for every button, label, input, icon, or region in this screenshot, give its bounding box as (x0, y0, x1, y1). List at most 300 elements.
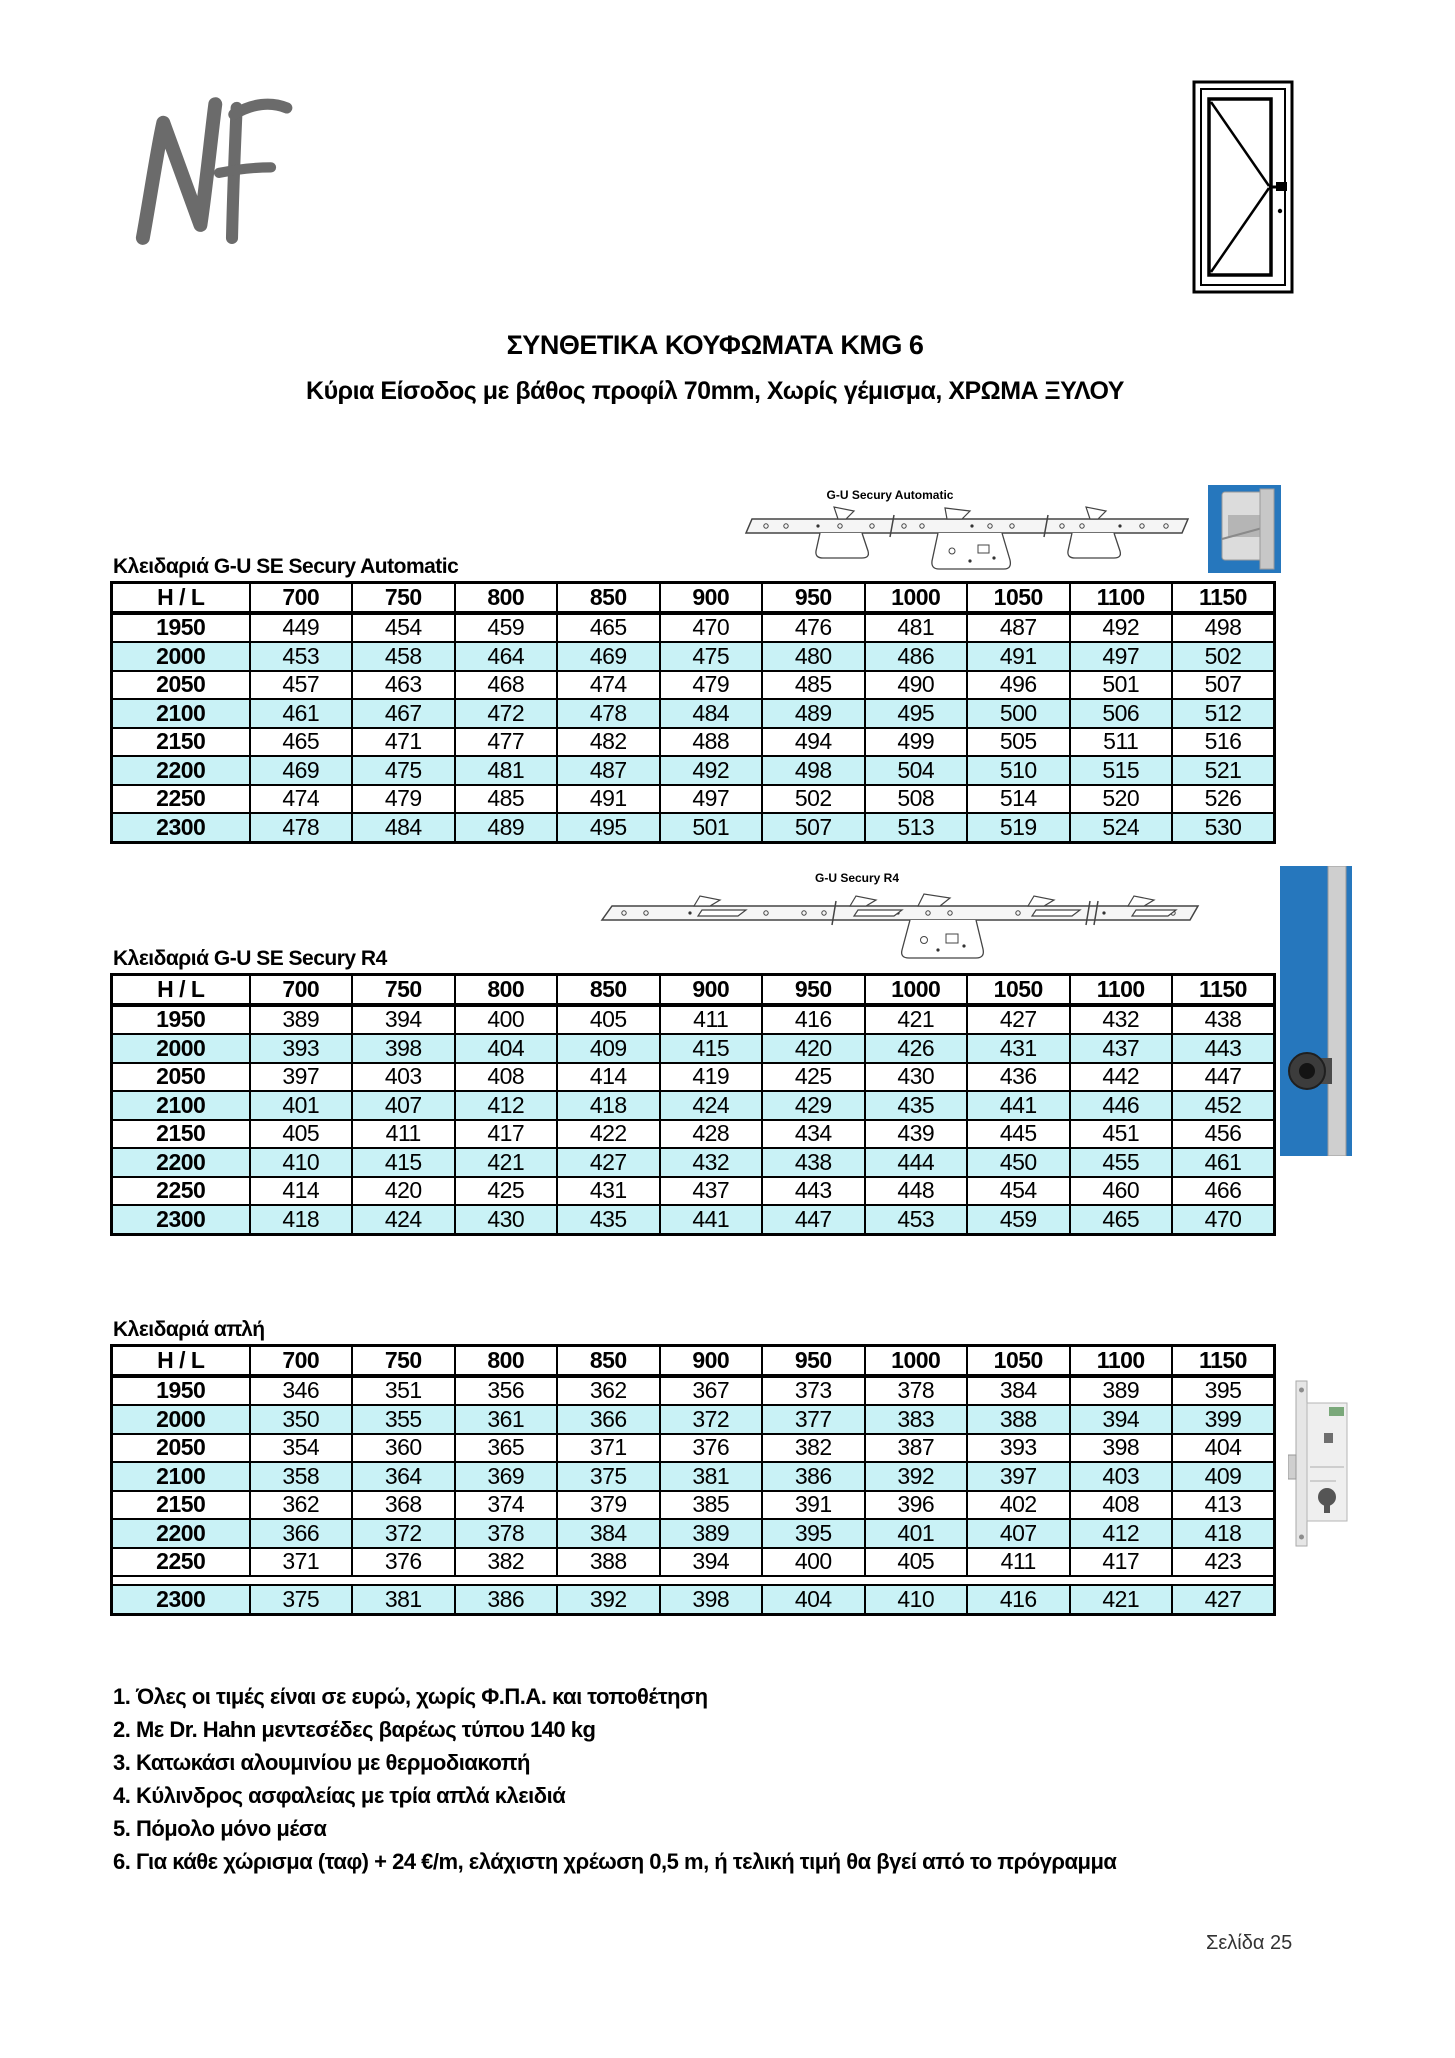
price-cell: 435 (557, 1205, 660, 1234)
width-header: 1150 (1172, 1346, 1275, 1376)
table-row (112, 1434, 1275, 1463)
price-cell: 480 (762, 642, 865, 671)
price-cell: 369 (455, 1462, 558, 1491)
price-cell: 495 (865, 699, 968, 728)
price-cell: 368 (352, 1491, 455, 1520)
price-cell: 470 (660, 613, 763, 643)
price-cell: 444 (865, 1148, 968, 1177)
price-cell: 389 (250, 1005, 353, 1035)
height-label: 2100 (112, 1091, 250, 1120)
height-label: 2150 (112, 728, 250, 757)
price-cell: 385 (660, 1491, 763, 1520)
price-cell: 398 (352, 1034, 455, 1063)
price-cell: 461 (250, 699, 353, 728)
height-label: 2050 (112, 1063, 250, 1092)
price-cell: 521 (1172, 756, 1275, 785)
table-row (112, 1005, 1275, 1035)
price-cell: 520 (1070, 785, 1173, 814)
price-cell: 354 (250, 1434, 353, 1463)
height-label: 2000 (112, 642, 250, 671)
price-cell: 474 (250, 785, 353, 814)
price-cell: 403 (1070, 1462, 1173, 1491)
price-cell: 376 (352, 1548, 455, 1577)
price-cell: 425 (762, 1063, 865, 1092)
price-cell: 374 (455, 1491, 558, 1520)
price-cell: 460 (1070, 1177, 1173, 1206)
price-cell: 498 (1172, 613, 1275, 643)
width-header: 900 (660, 583, 763, 613)
price-cell: 405 (865, 1548, 968, 1577)
price-cell: 392 (557, 1585, 660, 1614)
price-cell: 454 (352, 613, 455, 643)
price-cell: 388 (557, 1548, 660, 1577)
price-cell: 423 (1172, 1548, 1275, 1577)
door-diagram-icon (1192, 80, 1294, 294)
price-cell: 351 (352, 1376, 455, 1406)
hl-corner-header: H / L (112, 583, 250, 613)
price-cell: 500 (967, 699, 1070, 728)
price-cell: 397 (967, 1462, 1070, 1491)
price-table-r4 (110, 973, 1276, 1236)
width-header: 750 (352, 1346, 455, 1376)
width-header: 700 (250, 975, 353, 1005)
price-cell: 511 (1070, 728, 1173, 757)
price-cell: 477 (455, 728, 558, 757)
hl-corner-header: H / L (112, 1346, 250, 1376)
price-cell: 434 (762, 1120, 865, 1149)
price-cell: 459 (455, 613, 558, 643)
price-cell: 386 (455, 1585, 558, 1614)
price-cell: 448 (865, 1177, 968, 1206)
width-header: 1050 (967, 583, 1070, 613)
spacer-cell (112, 1576, 1275, 1585)
price-cell: 479 (352, 785, 455, 814)
price-cell: 443 (1172, 1034, 1275, 1063)
price-cell: 393 (967, 1434, 1070, 1463)
price-cell: 421 (1070, 1585, 1173, 1614)
width-header: 950 (762, 583, 865, 613)
price-cell: 471 (352, 728, 455, 757)
price-cell: 459 (967, 1205, 1070, 1234)
price-cell: 510 (967, 756, 1070, 785)
width-header: 750 (352, 975, 455, 1005)
price-cell: 439 (865, 1120, 968, 1149)
price-cell: 436 (967, 1063, 1070, 1092)
price-cell: 407 (967, 1519, 1070, 1548)
height-label: 2300 (112, 1205, 250, 1234)
price-cell: 372 (352, 1519, 455, 1548)
price-cell: 450 (967, 1148, 1070, 1177)
price-cell: 492 (660, 756, 763, 785)
height-label: 1950 (112, 1005, 250, 1035)
price-cell: 418 (250, 1205, 353, 1234)
price-cell: 501 (1070, 671, 1173, 700)
notes-list (113, 1686, 1393, 1884)
price-cell: 404 (762, 1585, 865, 1614)
price-cell: 382 (762, 1434, 865, 1463)
price-cell: 416 (967, 1585, 1070, 1614)
price-table-r4-wrap (110, 973, 1276, 1236)
price-cell: 467 (352, 699, 455, 728)
price-cell: 442 (1070, 1063, 1173, 1092)
price-cell: 408 (1070, 1491, 1173, 1520)
price-cell: 371 (557, 1434, 660, 1463)
price-cell: 391 (762, 1491, 865, 1520)
price-cell: 474 (557, 671, 660, 700)
table-row (112, 1491, 1275, 1520)
page-title: ΣΥΝΘΕΤΙΚΑ ΚΟΥΦΩΜΑΤΑ KMG 6 (506, 330, 924, 360)
height-label: 2100 (112, 1462, 250, 1491)
note-line: 5. Πόμολο μόνο μέσα (113, 1816, 327, 1841)
height-label: 2250 (112, 1548, 250, 1577)
price-cell: 478 (557, 699, 660, 728)
price-cell: 356 (455, 1376, 558, 1406)
table-row (112, 1091, 1275, 1120)
price-cell: 486 (865, 642, 968, 671)
price-cell: 407 (352, 1091, 455, 1120)
height-label: 2150 (112, 1491, 250, 1520)
price-cell: 502 (1172, 642, 1275, 671)
height-label: 2300 (112, 1585, 250, 1614)
height-label: 2050 (112, 671, 250, 700)
price-cell: 468 (455, 671, 558, 700)
price-cell: 453 (250, 642, 353, 671)
price-cell: 457 (250, 671, 353, 700)
price-cell: 487 (557, 756, 660, 785)
lock-drawing-caption-automatic: G-U Secury Automatic (826, 488, 954, 502)
price-cell: 372 (660, 1405, 763, 1434)
width-header: 700 (250, 583, 353, 613)
price-cell: 361 (455, 1405, 558, 1434)
width-header: 950 (762, 1346, 865, 1376)
width-header: 850 (557, 975, 660, 1005)
price-cell: 475 (352, 756, 455, 785)
price-cell: 412 (455, 1091, 558, 1120)
price-cell: 414 (250, 1177, 353, 1206)
width-header: 1000 (865, 1346, 968, 1376)
price-cell: 362 (250, 1491, 353, 1520)
table-row (112, 699, 1275, 728)
price-cell: 389 (1070, 1376, 1173, 1406)
price-cell: 501 (660, 813, 763, 842)
price-cell: 414 (557, 1063, 660, 1092)
height-label: 2200 (112, 1519, 250, 1548)
price-cell: 419 (660, 1063, 763, 1092)
table-row (112, 1205, 1275, 1234)
price-cell: 514 (967, 785, 1070, 814)
cylinder-photo (1280, 866, 1352, 1156)
price-cell: 384 (967, 1376, 1070, 1406)
height-label: 2000 (112, 1034, 250, 1063)
price-cell: 487 (967, 613, 1070, 643)
price-cell: 371 (250, 1548, 353, 1577)
price-cell: 469 (250, 756, 353, 785)
price-cell: 530 (1172, 813, 1275, 842)
price-cell: 396 (865, 1491, 968, 1520)
price-cell: 438 (1172, 1005, 1275, 1035)
price-cell: 512 (1172, 699, 1275, 728)
price-cell: 485 (762, 671, 865, 700)
height-label: 1950 (112, 613, 250, 643)
table-row (112, 1376, 1275, 1406)
table-row (112, 1462, 1275, 1491)
width-header: 850 (557, 583, 660, 613)
price-cell: 405 (557, 1005, 660, 1035)
price-cell: 519 (967, 813, 1070, 842)
price-cell: 435 (865, 1091, 968, 1120)
price-cell: 506 (1070, 699, 1173, 728)
price-cell: 438 (762, 1148, 865, 1177)
price-cell: 392 (865, 1462, 968, 1491)
price-cell: 432 (1070, 1005, 1173, 1035)
price-cell: 496 (967, 671, 1070, 700)
header-row (112, 1346, 1275, 1376)
price-cell: 508 (865, 785, 968, 814)
price-cell: 484 (660, 699, 763, 728)
price-cell: 498 (762, 756, 865, 785)
price-cell: 381 (352, 1585, 455, 1614)
price-cell: 417 (1070, 1548, 1173, 1577)
height-label: 2300 (112, 813, 250, 842)
price-cell: 481 (865, 613, 968, 643)
price-cell: 504 (865, 756, 968, 785)
price-cell: 411 (967, 1548, 1070, 1577)
price-cell: 465 (557, 613, 660, 643)
price-cell: 393 (250, 1034, 353, 1063)
width-header: 800 (455, 583, 558, 613)
price-cell: 413 (1172, 1491, 1275, 1520)
price-cell: 420 (352, 1177, 455, 1206)
price-cell: 421 (455, 1148, 558, 1177)
price-cell: 379 (557, 1491, 660, 1520)
price-cell: 424 (352, 1205, 455, 1234)
table-row (112, 1177, 1275, 1206)
table-row (112, 1120, 1275, 1149)
width-header: 1100 (1070, 1346, 1173, 1376)
price-cell: 398 (1070, 1434, 1173, 1463)
price-cell: 384 (557, 1519, 660, 1548)
price-cell: 437 (1070, 1034, 1173, 1063)
price-cell: 469 (557, 642, 660, 671)
price-table-simple (110, 1344, 1276, 1616)
price-cell: 402 (967, 1491, 1070, 1520)
price-cell: 484 (352, 813, 455, 842)
price-cell: 362 (557, 1376, 660, 1406)
price-cell: 401 (250, 1091, 353, 1120)
price-cell: 376 (660, 1434, 763, 1463)
page-number: Σελίδα 25 (1206, 1932, 1293, 1954)
table-row (112, 1034, 1275, 1063)
price-cell: 429 (762, 1091, 865, 1120)
table-row (112, 813, 1275, 842)
table-row (112, 1405, 1275, 1434)
price-cell: 455 (1070, 1148, 1173, 1177)
price-cell: 441 (967, 1091, 1070, 1120)
price-cell: 430 (455, 1205, 558, 1234)
price-cell: 415 (352, 1148, 455, 1177)
price-cell: 452 (1172, 1091, 1275, 1120)
multipoint-lock-drawing-automatic (742, 503, 1194, 573)
price-cell: 418 (557, 1091, 660, 1120)
price-cell: 394 (352, 1005, 455, 1035)
table-row (112, 1519, 1275, 1548)
price-cell: 481 (455, 756, 558, 785)
price-cell: 394 (1070, 1405, 1173, 1434)
price-cell: 489 (762, 699, 865, 728)
price-cell: 415 (660, 1034, 763, 1063)
price-cell: 398 (660, 1585, 763, 1614)
price-cell: 489 (455, 813, 558, 842)
table-row (112, 728, 1275, 757)
price-table-automatic-wrap (110, 581, 1276, 844)
multipoint-lock-drawing-r4 (598, 888, 1202, 966)
price-cell: 425 (455, 1177, 558, 1206)
price-cell: 488 (660, 728, 763, 757)
table-row (112, 613, 1275, 643)
hl-corner-header: H / L (112, 975, 250, 1005)
price-cell: 454 (967, 1177, 1070, 1206)
price-cell: 524 (1070, 813, 1173, 842)
price-table-automatic (110, 581, 1276, 844)
price-cell: 428 (660, 1120, 763, 1149)
price-cell: 360 (352, 1434, 455, 1463)
note-line: 1. Όλες οι τιμές είναι σε ευρώ, χωρίς Φ.Π.Α. και τοποθέτηση (113, 1684, 708, 1709)
price-cell: 400 (455, 1005, 558, 1035)
price-cell: 451 (1070, 1120, 1173, 1149)
price-cell: 432 (660, 1148, 763, 1177)
width-header: 800 (455, 1346, 558, 1376)
width-header: 950 (762, 975, 865, 1005)
price-table-simple-wrap (110, 1344, 1276, 1616)
width-header: 1150 (1172, 583, 1275, 613)
price-cell: 421 (865, 1005, 968, 1035)
price-cell: 485 (455, 785, 558, 814)
width-header: 900 (660, 1346, 763, 1376)
height-label: 2000 (112, 1405, 250, 1434)
price-cell: 427 (557, 1148, 660, 1177)
price-cell: 410 (250, 1148, 353, 1177)
price-cell: 364 (352, 1462, 455, 1491)
price-cell: 497 (660, 785, 763, 814)
height-label: 1950 (112, 1376, 250, 1406)
note-line: 3. Κατωκάσι αλουμινίου με θερμοδιακοπή (113, 1750, 530, 1775)
price-cell: 526 (1172, 785, 1275, 814)
price-cell: 491 (557, 785, 660, 814)
price-cell: 409 (1172, 1462, 1275, 1491)
width-header: 800 (455, 975, 558, 1005)
price-cell: 502 (762, 785, 865, 814)
price-cell: 381 (660, 1462, 763, 1491)
price-cell: 365 (455, 1434, 558, 1463)
price-cell: 409 (557, 1034, 660, 1063)
price-cell: 395 (762, 1519, 865, 1548)
price-cell: 399 (1172, 1405, 1275, 1434)
price-cell: 464 (455, 642, 558, 671)
price-cell: 350 (250, 1405, 353, 1434)
height-label: 2250 (112, 1177, 250, 1206)
price-cell: 388 (967, 1405, 1070, 1434)
price-cell: 475 (660, 642, 763, 671)
table-row (112, 785, 1275, 814)
mortise-lock-photo (1288, 1377, 1360, 1550)
price-cell: 389 (660, 1519, 763, 1548)
price-cell: 490 (865, 671, 968, 700)
table-row (112, 756, 1275, 785)
spacer-row (112, 1576, 1275, 1585)
price-cell: 431 (557, 1177, 660, 1206)
price-cell: 410 (865, 1585, 968, 1614)
price-cell: 375 (557, 1462, 660, 1491)
price-cell: 465 (250, 728, 353, 757)
price-cell: 479 (660, 671, 763, 700)
price-cell: 404 (1172, 1434, 1275, 1463)
width-header: 850 (557, 1346, 660, 1376)
price-cell: 505 (967, 728, 1070, 757)
price-cell: 420 (762, 1034, 865, 1063)
price-cell: 400 (762, 1548, 865, 1577)
table-row (112, 642, 1275, 671)
price-cell: 499 (865, 728, 968, 757)
price-cell: 378 (865, 1376, 968, 1406)
price-cell: 418 (1172, 1519, 1275, 1548)
price-cell: 383 (865, 1405, 968, 1434)
price-cell: 424 (660, 1091, 763, 1120)
price-cell: 430 (865, 1063, 968, 1092)
price-cell: 437 (660, 1177, 763, 1206)
price-cell: 465 (1070, 1205, 1173, 1234)
price-cell: 456 (1172, 1120, 1275, 1149)
price-cell: 382 (455, 1548, 558, 1577)
width-header: 900 (660, 975, 763, 1005)
price-cell: 395 (1172, 1376, 1275, 1406)
price-cell: 401 (865, 1519, 968, 1548)
price-cell: 507 (762, 813, 865, 842)
nf-logo (115, 82, 310, 262)
price-cell: 470 (1172, 1205, 1275, 1234)
price-cell: 497 (1070, 642, 1173, 671)
price-cell: 375 (250, 1585, 353, 1614)
price-cell: 394 (660, 1548, 763, 1577)
table-row (112, 1148, 1275, 1177)
price-cell: 397 (250, 1063, 353, 1092)
price-cell: 404 (455, 1034, 558, 1063)
price-cell: 366 (557, 1405, 660, 1434)
price-cell: 472 (455, 699, 558, 728)
price-cell: 458 (352, 642, 455, 671)
width-header: 750 (352, 583, 455, 613)
price-cell: 386 (762, 1462, 865, 1491)
price-cell: 427 (967, 1005, 1070, 1035)
table-row (112, 1548, 1275, 1577)
table-row (112, 1063, 1275, 1092)
header-row (112, 583, 1275, 613)
price-cell: 447 (762, 1205, 865, 1234)
price-cell: 355 (352, 1405, 455, 1434)
table-label-simple: Κλειδαριά απλή (113, 1318, 265, 1341)
price-cell: 441 (660, 1205, 763, 1234)
price-cell: 377 (762, 1405, 865, 1434)
width-header: 1100 (1070, 583, 1173, 613)
table-row (112, 671, 1275, 700)
width-header: 1050 (967, 975, 1070, 1005)
page-subtitle: Κύρια Είσοδος με βάθος προφίλ 70mm, Χωρίς γέμισμα, ΧΡΩΜΑ ΞΥΛΟΥ (306, 377, 1124, 405)
price-cell: 491 (967, 642, 1070, 671)
width-header: 700 (250, 1346, 353, 1376)
header-row (112, 975, 1275, 1005)
note-line: 2. Με Dr. Hahn μεντεσέδες βαρέως τύπου 140 kg (113, 1717, 596, 1742)
price-cell: 387 (865, 1434, 968, 1463)
price-cell: 513 (865, 813, 968, 842)
